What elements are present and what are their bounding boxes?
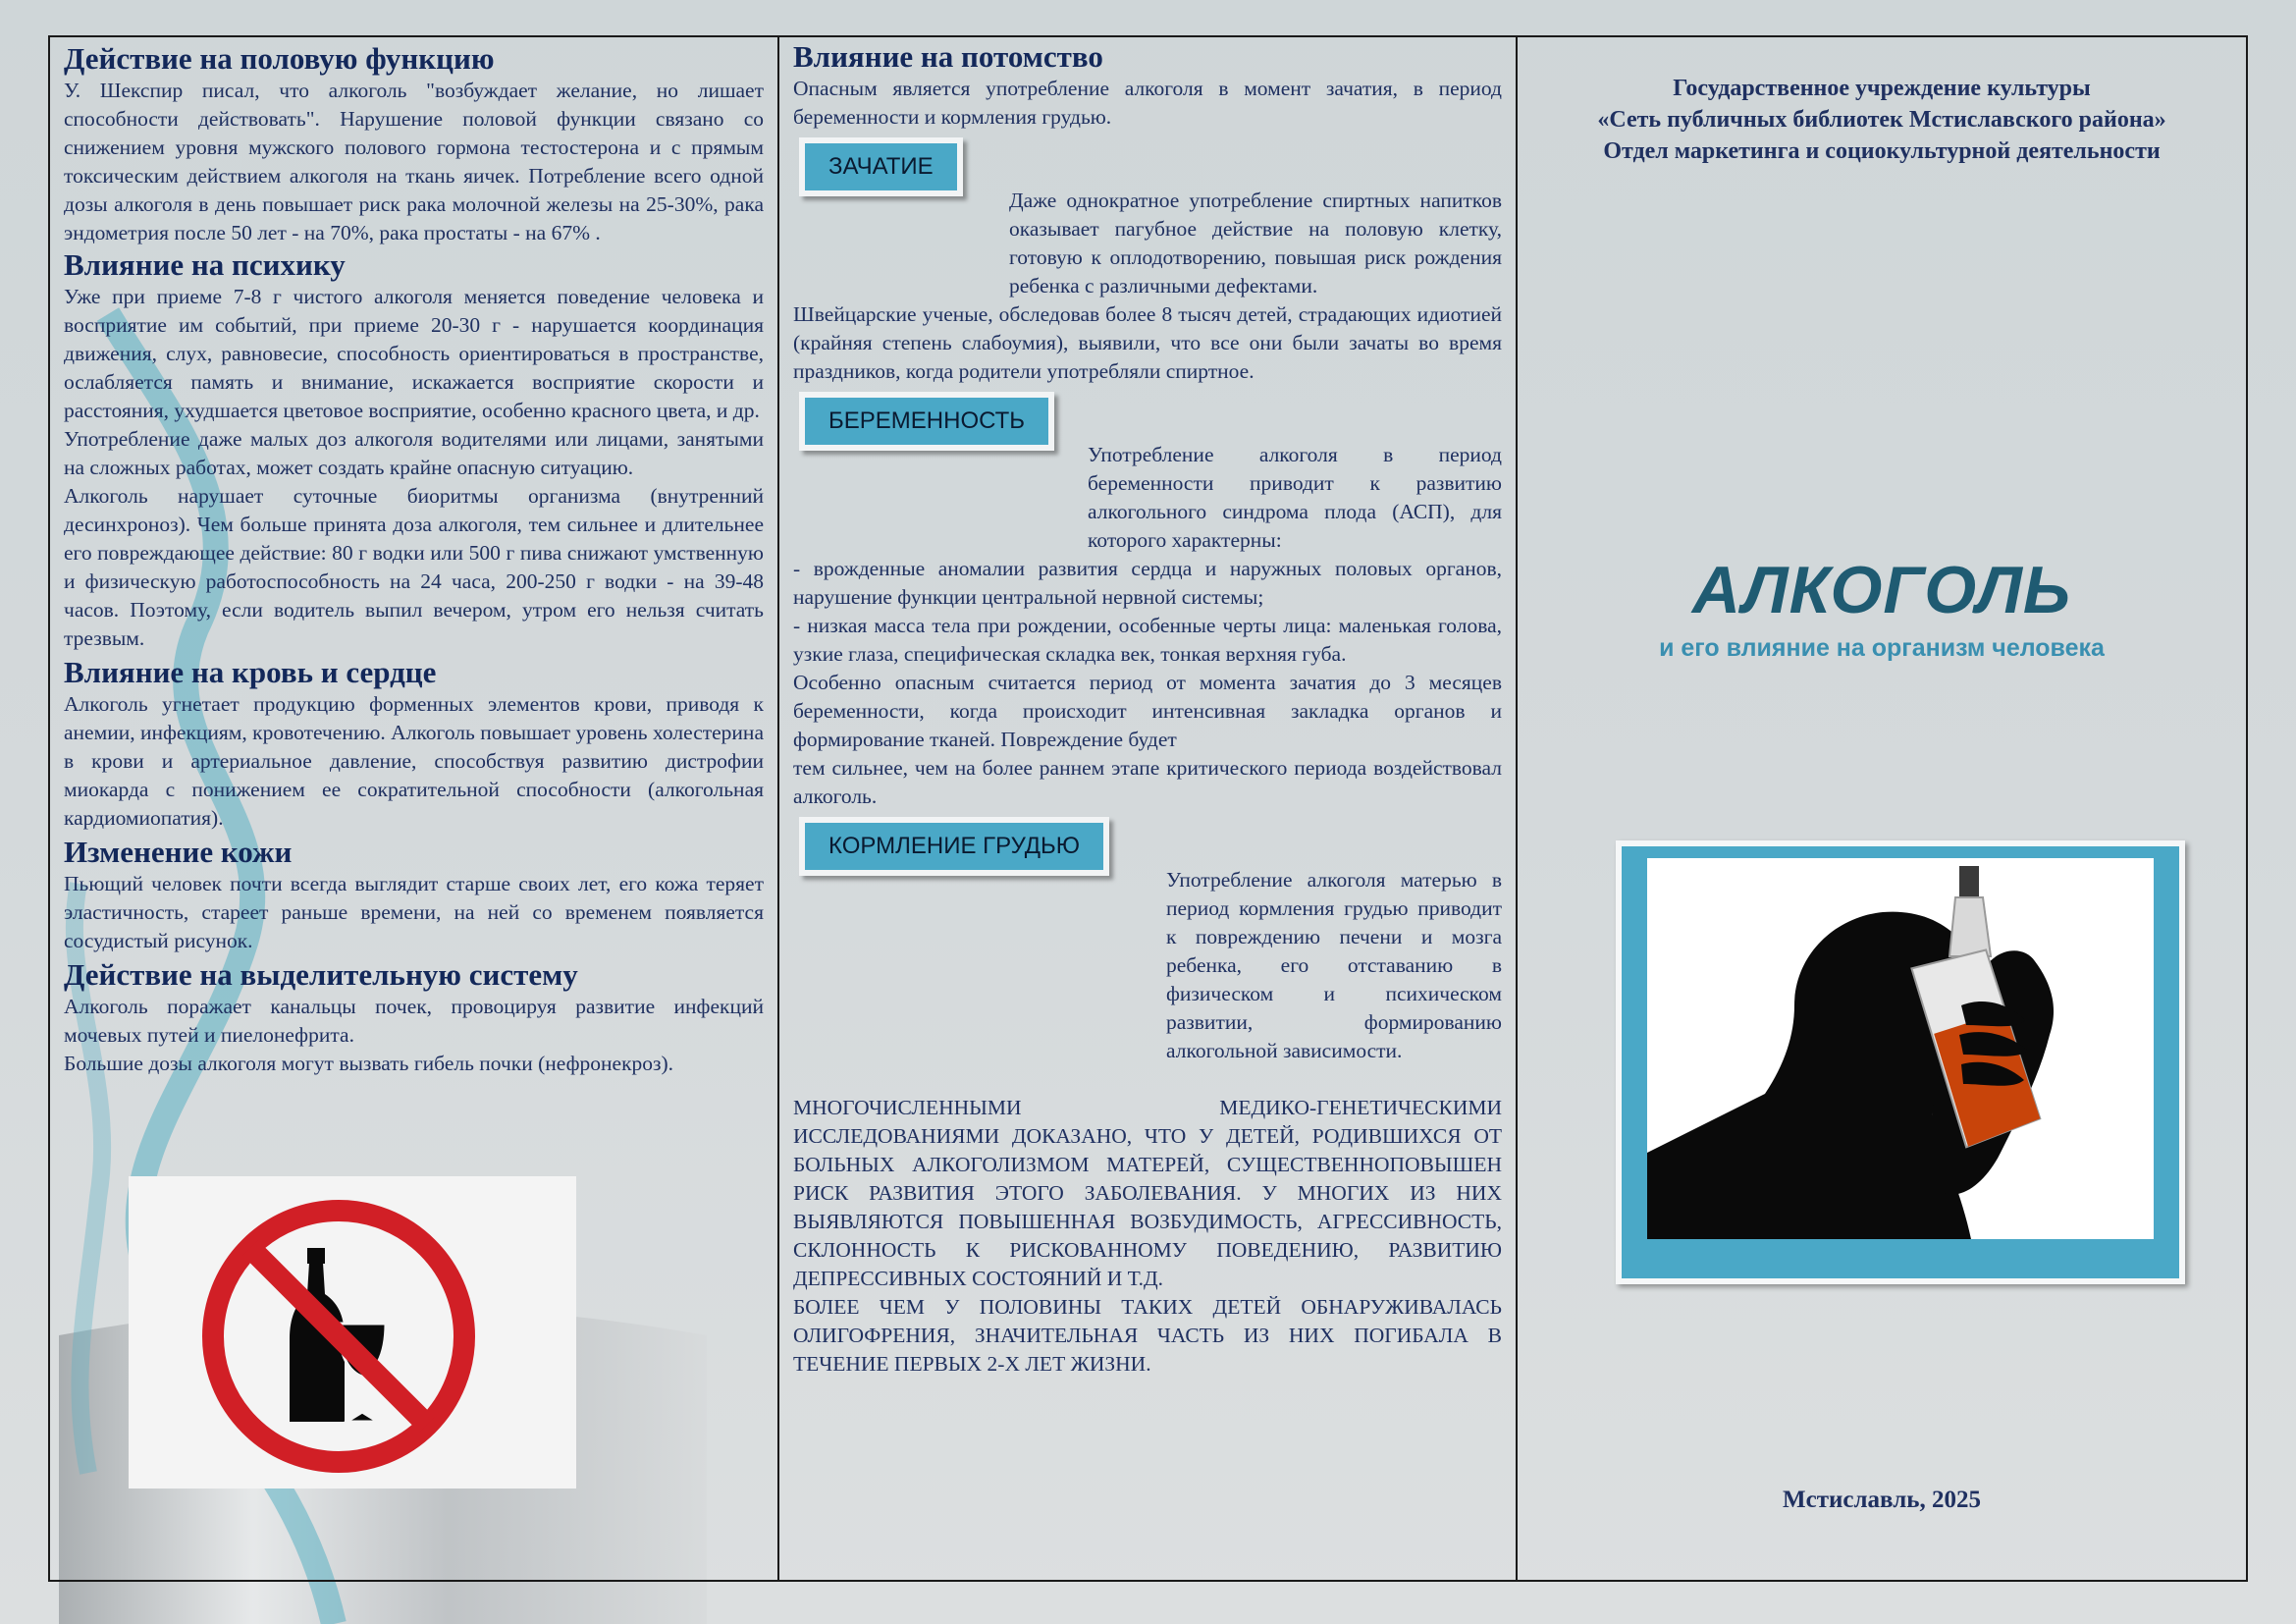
intro-text: Опасным является употребление алкоголя в момент зачатия, в период беременности и кормления грудью. xyxy=(793,77,1502,129)
section-text: У. Шекспир писал, что алкоголь "возбуждает желание, но лишает способности действовать". Нарушение половой функции связано со снижением уровня мужского полового гормона тестостерона и с прямым токсическим действием алкоголя на ткань яичек. Потребление всего одной дозы алкоголя в день повышает риск рака молочной железы на 25-30%, рака эндометрия после 50 лет - на 70%, рака простаты - на 67% . xyxy=(64,79,764,244)
pregnancy-text: Особенно опасным считается период от момента зачатия до 3 месяцев беременности, когда происходит интенсивная закладка органов и формирование тканей. Повреждение будет xyxy=(793,671,1502,751)
caps-text: БОЛЕЕ ЧЕМ У ПОЛОВИНЫ ТАКИХ ДЕТЕЙ ОБНАРУЖИВАЛАСЬ ОЛИГОФРЕНИЯ, ЗНАЧИТЕЛЬНАЯ ЧАСТЬ ИЗ НИХ ПОГИБАЛА В ТЕЧЕНИЕ ПЕРВЫХ 2-Х ЛЕТ ЖИЗНИ. xyxy=(793,1295,1502,1376)
conception-text: Швейцарские ученые, обследовав более 8 тысяч детей, страдающих идиотией (крайняя степень слабоумия), выявили, что все они были зачаты во время праздников, когда родители употребляли спиртное. xyxy=(793,302,1502,383)
section-heading: Действие на половую функцию xyxy=(64,41,495,76)
org-line: «Сеть публичных библиотек Мстиславского района» xyxy=(1597,107,2166,133)
brochure-title: АЛКОГОЛЬ xyxy=(1691,553,2072,627)
middle-panel xyxy=(779,37,1518,1580)
section-text: Алкоголь угнетает продукцию форменных элементов крови, приводя к анемии, инфекциям, кровотечению. Алкоголь повышает уровень холестерина в крови и артериальное давление, способствуя развитию дистрофии миокарда с понижением ее сократительной способности (алкогольная кардиомиопатия). xyxy=(64,692,764,830)
org-line: Отдел маркетинга и социокультурной деятельности xyxy=(1603,138,2161,164)
right-panel xyxy=(1518,37,2246,1580)
section-heading: Влияние на кровь и сердце xyxy=(64,655,437,689)
caps-text: МНОГОЧИСЛЕННЫМИ МЕДИКО-ГЕНЕТИЧЕСКИМИ ИССЛЕДОВАНИЯМИ ДОКАЗАНО, ЧТО У ДЕТЕЙ, РОДИВШИХСЯ ОТ БОЛЬНЫХ АЛКОГОЛИЗМОМ МАТЕРЕЙ, СУЩЕСТВЕННОПОВЫШЕН РИСК РАЗВИТИЯ ЭТОГО ЗАБОЛЕВАНИЯ. У МНОГИХ ИЗ НИХ ВЫЯВЛЯЮТСЯ ПОВЫШЕННАЯ ВОЗБУДИМОСТЬ, АГРЕССИВНОСТЬ, СКЛОННОСТЬ К РИСКОВАННОМУ ПОВЕДЕНИЮ, РАЗВИТИЮ ДЕПРЕССИВНЫХ СОСТОЯНИЙ И Т.Д. xyxy=(793,1096,1502,1290)
tag-conception: ЗАЧАТИЕ xyxy=(799,137,963,196)
section-heading: Влияние на психику xyxy=(64,247,346,282)
section-text: Алкоголь нарушает суточные биоритмы организма (внутренний десинхроноз). Чем больше принята доза алкоголя, тем сильнее и длительнее его повреждающее действие: 80 г водки или 500 г пива снижают умственную и физическую работоспособность на 24 часа, 200-250 г водки - на 39-48 часов. Поэтому, если водитель выпил вечером, утром его нельзя считать трезвым. xyxy=(64,484,764,650)
section-text: Большие дозы алкоголя могут вызвать гибель почки (нефронекроз). xyxy=(64,1052,674,1075)
section-heading: Действие на выделительную систему xyxy=(64,957,578,992)
org-line: Государственное учреждение культуры xyxy=(1673,76,2091,101)
no-alcohol-icon xyxy=(129,1176,576,1489)
man-with-bottle-silhouette-icon xyxy=(1647,858,2154,1239)
tag-breastfeeding: КОРМЛЕНИЕ ГРУДЬЮ xyxy=(799,817,1109,876)
section-text: Употребление даже малых доз алкоголя водителями или лицами, занятыми на сложных работах, может создать крайне опасную ситуацию. xyxy=(64,427,764,479)
pregnancy-text: Употребление алкоголя в период беременности приводит к развитию алкогольного синдрома плода (АСП), для которого характерны: xyxy=(1088,443,1502,552)
pregnancy-text: - врожденные аномалии развития сердца и наружных половых органов, нарушение функции центральной нервной системы; xyxy=(793,557,1502,609)
city-year: Мстиславль, 2025 xyxy=(1783,1487,1981,1513)
conception-text: Даже однократное употребление спиртных напитков оказывает пагубное действие на половую клетку, готовую к оплодотворению, повышая риск рождения ребенка с различными дефектами. xyxy=(1009,189,1502,298)
pregnancy-text: тем сильнее, чем на более раннем этапе критического периода воздействовал алкоголь. xyxy=(793,756,1502,808)
section-text: Уже при приеме 7-8 г чистого алкоголя меняется поведение человека и восприятие им событий, при приеме 20-30 г - нарушается координация движения, слух, равновесие, способность ориентироваться в пространстве, ослабляется память и внимание, искажается восприятие скорости и расстояния, ухудшается цветовое восприятие, особенно красного цвета, и др. xyxy=(64,285,764,422)
section-text: Алкоголь поражает канальцы почек, провоцируя развитие инфекций мочевых путей и пиелонефрита. xyxy=(64,995,764,1047)
section-text: Пьющий человек почти всегда выглядит старше своих лет, его кожа теряет эластичность, стареет раньше времени, на ней со временем появляется сосудистый рисунок. xyxy=(64,872,764,952)
tag-pregnancy: БЕРЕМЕННОСТЬ xyxy=(799,392,1054,451)
pregnancy-text: - низкая масса тела при рождении, особенные черты лица: маленькая голова, узкие глаза, специфическая складка век, тонкая верхняя губа. xyxy=(793,614,1502,666)
organization-header xyxy=(1537,73,2226,167)
section-heading: Изменение кожи xyxy=(64,835,293,869)
brochure-subtitle: и его влияние на организм человека xyxy=(1659,634,2105,662)
cover-photo xyxy=(1616,840,2185,1284)
breastfeeding-text: Употребление алкоголя матерью в период кормления грудью приводит к повреждению печени и мозга ребенка, его отставанию в физическом и психическом развитии, формированию алкогольной зависимости. xyxy=(1166,868,1502,1062)
section-heading: Влияние на потомство xyxy=(793,39,1103,74)
